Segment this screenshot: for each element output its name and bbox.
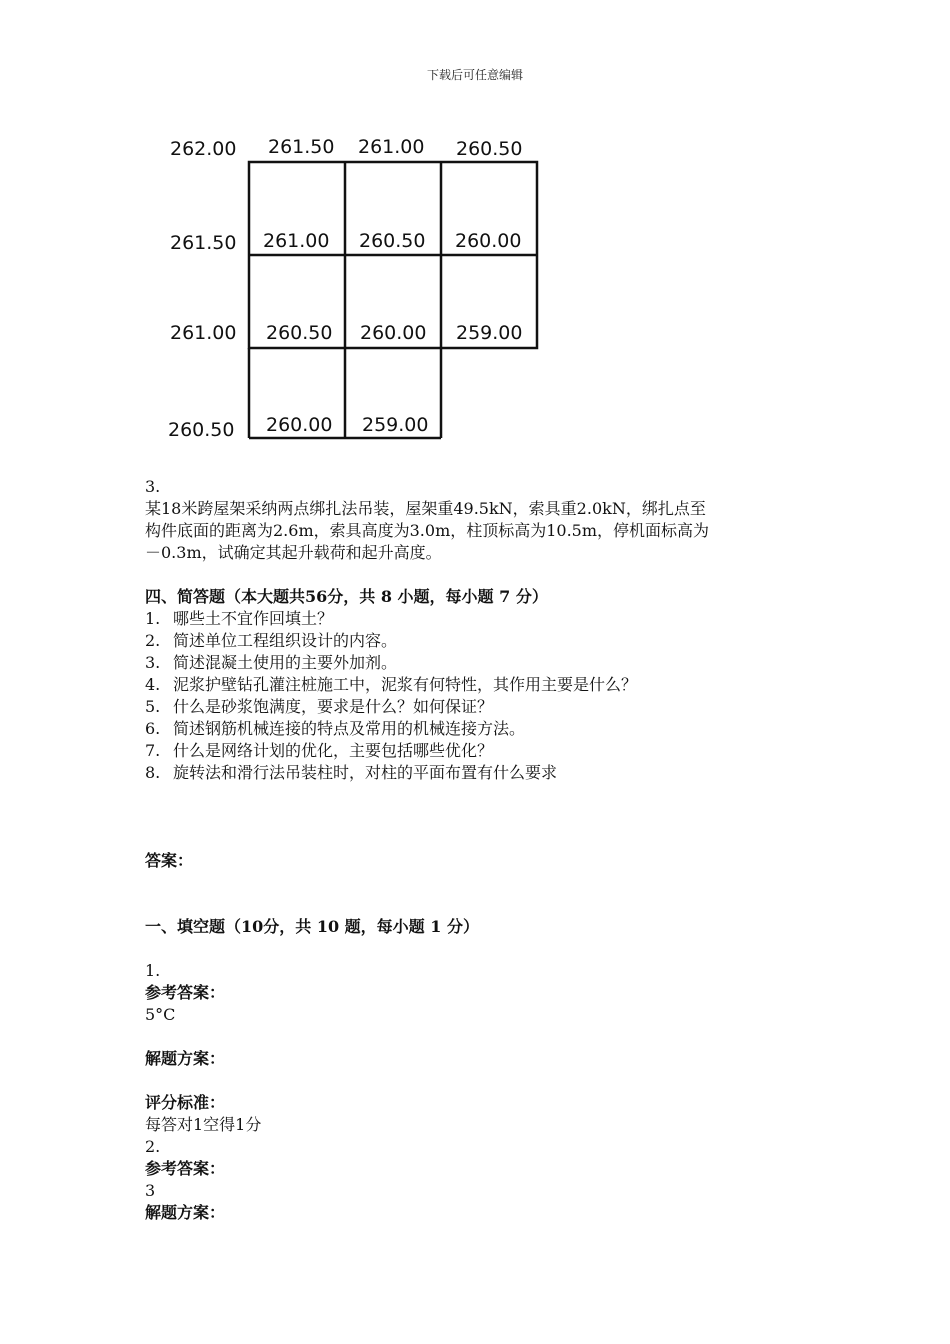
elevation-label: 260.00	[266, 414, 333, 436]
question-number: 3.	[145, 477, 161, 496]
elevation-label: 261.50	[268, 136, 335, 158]
answer-value: 5°C	[145, 1005, 176, 1024]
elevation-label: 259.00	[362, 414, 429, 436]
answer-value: 3	[145, 1181, 156, 1200]
answer-label: 解题方案：	[145, 1049, 226, 1068]
question-text: 某18米跨屋架采纳两点绑扎法吊装，屋架重49.5kN，索具重2.0kN，绑扎点至	[145, 499, 706, 518]
elevation-label: 261.00	[170, 322, 237, 344]
answer-label: 参考答案：	[145, 1159, 226, 1178]
elevation-label: 260.00	[360, 322, 427, 344]
answer-label: 评分标准：	[145, 1093, 226, 1112]
answers-title: 答案：	[145, 851, 194, 870]
elevation-label: 260.50	[168, 419, 235, 441]
list-item: 8. 旋转法和滑行法吊装柱时，对柱的平面布置有什么要求	[145, 763, 558, 782]
elevation-grid-figure	[160, 130, 560, 450]
answer-number: 1.	[145, 961, 161, 980]
answer-label: 参考答案：	[145, 983, 226, 1002]
elevation-label: 260.50	[359, 230, 426, 252]
list-item: 1. 哪些土不宜作回填土？	[145, 609, 334, 628]
elevation-label: 260.00	[455, 230, 522, 252]
list-item: 3. 简述混凝土使用的主要外加剂。	[145, 653, 398, 672]
list-item: 7. 什么是网络计划的优化，主要包括哪些优化？	[145, 741, 494, 760]
answer-value: 每答对1空得1分	[145, 1115, 262, 1134]
elevation-label: 259.00	[456, 322, 523, 344]
elevation-label: 261.00	[263, 230, 330, 252]
document-body	[145, 476, 810, 1224]
elevation-label: 261.50	[170, 232, 237, 254]
section-title: 四、简答题（本大题共56分，共 8 小题，每小题 7 分）	[145, 587, 548, 606]
answer-number: 2.	[145, 1137, 161, 1156]
list-item: 5. 什么是砂浆饱满度，要求是什么？如何保证？	[145, 697, 494, 716]
list-item: 2. 简述单位工程组织设计的内容。	[145, 631, 398, 650]
page-header: 下载后可任意编辑	[426, 68, 523, 82]
answer-label: 解题方案：	[145, 1203, 226, 1222]
elevation-grid	[160, 130, 560, 450]
list-item: 4. 泥浆护壁钻孔灌注桩施工中，泥浆有何特性，其作用主要是什么？	[145, 675, 638, 694]
list-item: 6. 简述钢筋机械连接的特点及常用的机械连接方法。	[145, 719, 526, 738]
question-text: －0.3m，试确定其起升载荷和起升高度。	[145, 543, 442, 562]
elevation-label: 260.50	[266, 322, 333, 344]
elevation-label: 262.00	[170, 138, 237, 160]
elevation-label: 260.50	[456, 138, 523, 160]
elevation-label: 261.00	[358, 136, 425, 158]
question-text: 构件底面的距离为2.6m，索具高度为3.0m，柱顶标高为10.5m，停机面标高为	[145, 521, 710, 540]
section-title: 一、填空题（10分，共 10 题，每小题 1 分）	[145, 917, 479, 936]
